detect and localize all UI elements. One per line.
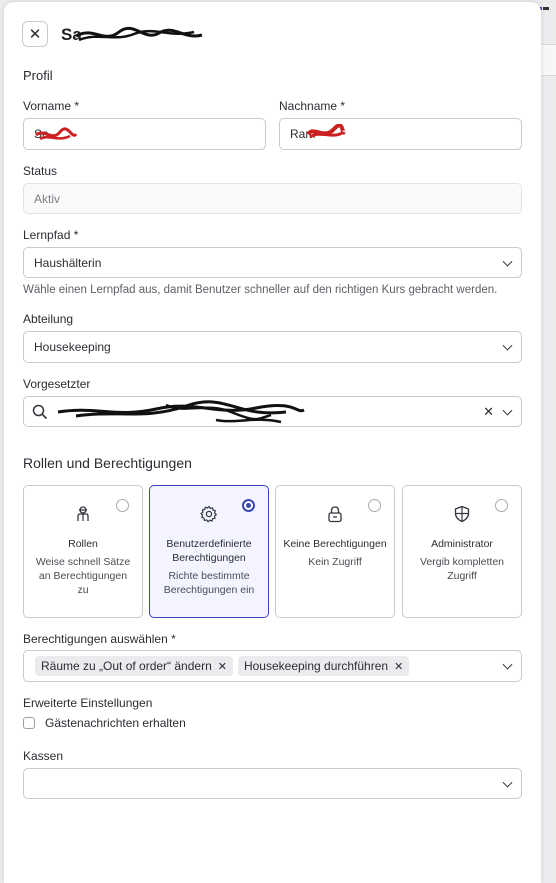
profile-section-title: Profil — [23, 68, 53, 83]
edit-user-panel — [4, 2, 541, 883]
person-icon — [74, 505, 92, 523]
radio-button[interactable] — [116, 499, 129, 512]
redaction-scribble — [56, 400, 306, 426]
last-name-value: Ram — [290, 127, 316, 141]
panel-title-text: Sa — [61, 25, 82, 44]
chevron-down-icon[interactable] — [503, 256, 513, 266]
learning-path-label: Lernpfad * — [23, 228, 79, 242]
role-card-administrator[interactable] — [402, 485, 522, 618]
cash-registers-select[interactable] — [23, 768, 522, 799]
role-card-no-permissions[interactable] — [275, 485, 395, 618]
redaction-scribble — [74, 24, 204, 46]
learning-path-select[interactable] — [23, 247, 522, 278]
first-name-label: Vorname * — [23, 99, 80, 113]
role-card-roles[interactable] — [23, 485, 143, 618]
learning-path-value: Haushälterin — [34, 255, 102, 270]
role-card-title: Benutzerdefinierte Berechtigungen — [166, 538, 252, 564]
role-card-description: Kein Zugriff — [308, 556, 362, 568]
permissions-label: Berechtigungen auswählen * — [23, 632, 176, 646]
last-name-label: Nachname * — [279, 99, 346, 113]
status-value: Aktiv — [34, 191, 61, 206]
supervisor-label: Vorgesetzter — [23, 377, 91, 391]
learning-path-hint: Wähle einen Lernpfad aus, damit Benutzer schneller auf den richtigen Kurs gebracht werden. — [23, 284, 498, 296]
roles-section-title: Rollen und Berechtigungen — [23, 455, 192, 471]
role-card-title: Administrator — [431, 538, 493, 550]
redaction-scribble — [34, 126, 78, 144]
status-field — [23, 183, 522, 214]
permissions-multiselect[interactable] — [23, 650, 522, 682]
chevron-down-icon[interactable] — [503, 660, 513, 670]
chevron-down-icon[interactable] — [503, 777, 513, 787]
department-value: Housekeeping — [34, 340, 111, 354]
guest-messages-label[interactable]: Gästenachrichten erhalten — [45, 716, 186, 730]
role-card-description: Richte bestimmte Berechtigungen ein — [163, 570, 255, 596]
permission-chip-label: Räume zu „Out of order“ ändern — [41, 659, 212, 673]
shield-icon — [453, 505, 471, 523]
redaction-scribble — [306, 124, 346, 142]
role-card-description: Weise schnell Sätze an Berechtigungen zu — [35, 556, 131, 596]
permission-chip — [35, 656, 233, 676]
lock-icon — [326, 505, 344, 523]
radio-button[interactable] — [495, 499, 508, 512]
radio-button[interactable] — [368, 499, 381, 512]
role-card-description: Vergib kompletten Zugriff — [419, 556, 505, 582]
department-select[interactable] — [23, 331, 522, 363]
close-icon[interactable]: ✕ — [28, 26, 42, 43]
remove-chip-icon[interactable]: ✕ — [394, 660, 404, 673]
search-icon — [32, 404, 48, 420]
chevron-down-icon[interactable] — [503, 341, 513, 351]
cash-registers-label: Kassen — [23, 749, 64, 763]
radio-button-selected[interactable] — [242, 499, 255, 512]
gear-icon — [200, 505, 218, 523]
chevron-down-icon[interactable] — [503, 405, 513, 415]
remove-chip-icon[interactable]: ✕ — [217, 660, 227, 673]
role-card-title: Keine Berechtigungen — [283, 538, 387, 550]
clear-icon[interactable]: ✕ — [483, 404, 494, 419]
department-label: Abteilung — [23, 312, 74, 326]
role-card-custom-permissions[interactable] — [149, 485, 269, 618]
advanced-settings-title: Erweiterte Einstellungen — [23, 696, 153, 710]
permission-chip — [238, 656, 409, 676]
status-label: Status — [23, 164, 58, 178]
permission-chip-label: Housekeeping durchführen — [243, 659, 389, 673]
guest-messages-checkbox[interactable] — [23, 717, 35, 729]
role-card-title: Rollen — [68, 538, 98, 550]
close-button[interactable] — [22, 21, 48, 47]
first-name-value: Sa — [34, 127, 49, 141]
